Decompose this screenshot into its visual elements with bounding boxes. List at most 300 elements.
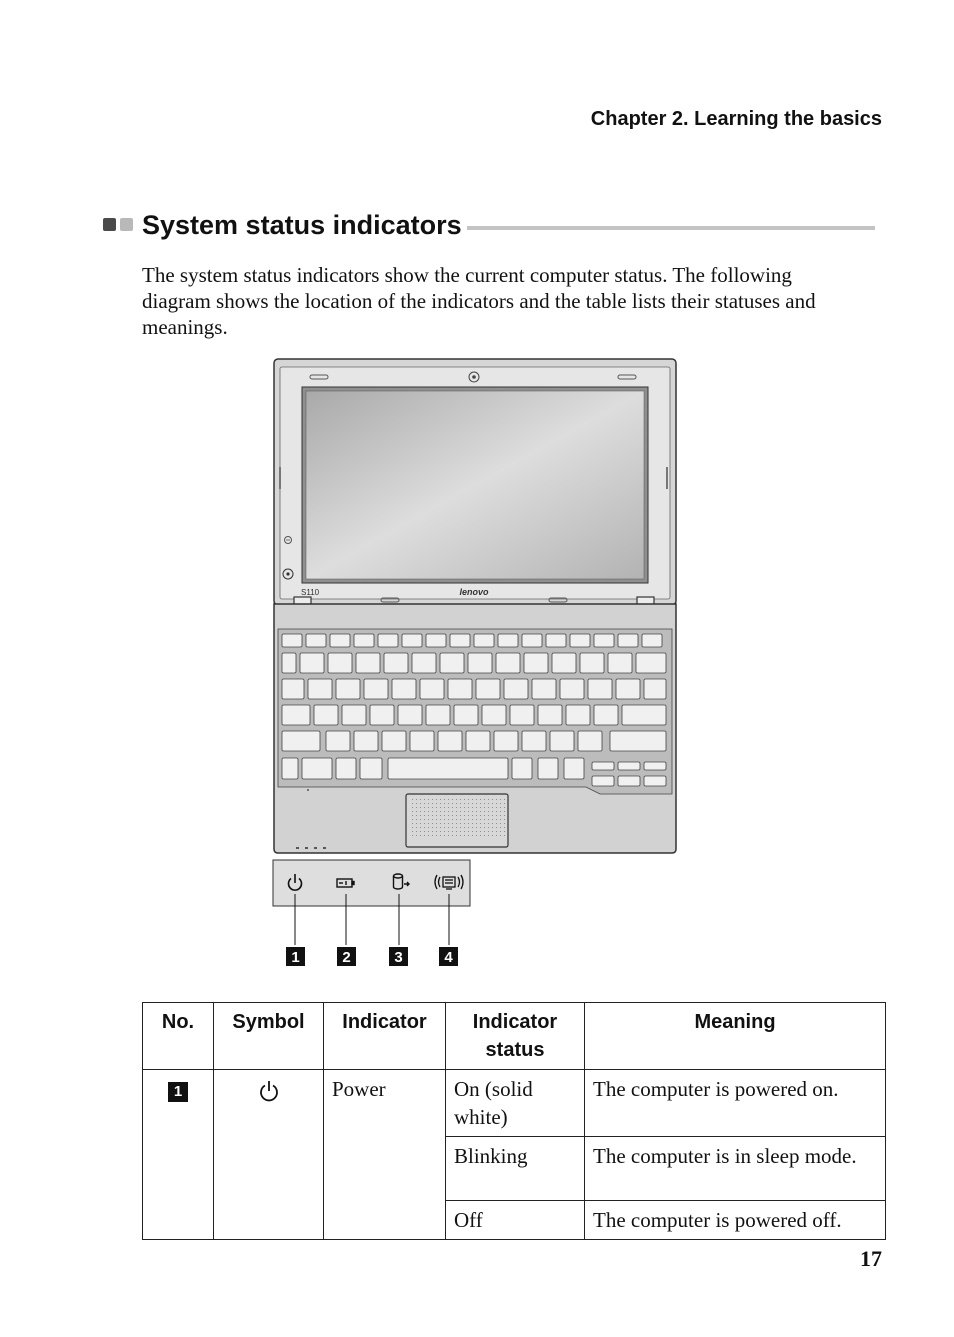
keyboard-key — [378, 634, 398, 647]
keyboard-key — [466, 731, 490, 751]
chapter-header: Chapter 2. Learning the basics — [590, 108, 882, 130]
callout-box-4 — [439, 947, 458, 966]
laptop-diagram — [270, 357, 680, 972]
keyboard-key — [564, 758, 584, 779]
touchpad-dot — [464, 811, 465, 812]
touchpad-dot — [420, 811, 421, 812]
touchpad-dot — [436, 835, 437, 836]
touchpad-dot — [496, 835, 497, 836]
touchpad-dot — [480, 803, 481, 804]
touchpad-dot — [496, 811, 497, 812]
keyboard-key — [474, 634, 494, 647]
touchpad-dot — [428, 823, 429, 824]
touchpad-dot — [456, 811, 457, 812]
screen-display — [306, 391, 644, 579]
touchpad-dot — [452, 823, 453, 824]
touchpad-dot — [504, 803, 505, 804]
base-small-dot — [307, 789, 309, 791]
touchpad-dot — [468, 819, 469, 820]
touchpad-dot — [464, 819, 465, 820]
touchpad-dot — [440, 819, 441, 820]
touchpad-dot — [456, 803, 457, 804]
touchpad-dot — [412, 799, 413, 800]
touchpad-dot — [480, 799, 481, 800]
touchpad-dot — [460, 799, 461, 800]
touchpad-dot — [468, 815, 469, 816]
touchpad-dot — [432, 831, 433, 832]
touchpad-dot — [496, 823, 497, 824]
touchpad-dot — [492, 819, 493, 820]
keyboard-key — [644, 776, 666, 786]
touchpad-dot — [460, 815, 461, 816]
touchpad-dot — [488, 819, 489, 820]
touchpad-dot — [472, 831, 473, 832]
keyboard-key — [330, 634, 350, 647]
keyboard-key — [622, 705, 666, 725]
touchpad-dot — [412, 803, 413, 804]
keyboard-key — [644, 762, 666, 770]
keyboard-key — [412, 653, 436, 673]
touchpad-dot — [420, 823, 421, 824]
touchpad-dot — [464, 827, 465, 828]
touchpad-dot — [460, 819, 461, 820]
keyboard-key — [420, 679, 444, 699]
touchpad-dot — [444, 835, 445, 836]
brand-logo: lenovo — [459, 587, 489, 597]
keyboard-key — [454, 705, 478, 725]
touchpad-dot — [440, 831, 441, 832]
keyboard-key — [566, 705, 590, 725]
touchpad-dot — [444, 827, 445, 828]
touchpad-dot — [420, 827, 421, 828]
table-header-row — [143, 1003, 886, 1070]
touchpad-dot — [500, 803, 501, 804]
col-header-no: No. — [143, 1003, 214, 1070]
keyboard-key — [580, 653, 604, 673]
touchpad-dot — [464, 803, 465, 804]
touchpad-dot — [472, 803, 473, 804]
touchpad-dot — [432, 835, 433, 836]
touchpad-dot — [432, 827, 433, 828]
keyboard-key — [306, 634, 326, 647]
touchpad-dot — [468, 803, 469, 804]
keyboard-key — [552, 653, 576, 673]
touchpad-dot — [448, 815, 449, 816]
touchpad-dot — [472, 811, 473, 812]
keyboard-key — [354, 731, 378, 751]
touchpad-dot — [476, 823, 477, 824]
keyboard-key — [388, 758, 508, 779]
touchpad-dot — [460, 803, 461, 804]
touchpad-dot — [500, 811, 501, 812]
touchpad-dot — [496, 803, 497, 804]
touchpad-dot — [432, 815, 433, 816]
keyboard-key — [546, 634, 566, 647]
keyboard-key — [570, 634, 590, 647]
touchpad-dot — [456, 815, 457, 816]
touchpad-dot — [468, 827, 469, 828]
touchpad-dot — [472, 835, 473, 836]
touchpad-dot — [504, 815, 505, 816]
row-number-cell — [143, 1070, 214, 1240]
keyboard-key — [538, 758, 558, 779]
indicator-table — [142, 1002, 886, 1240]
keyboard-key — [282, 758, 298, 779]
touchpad-dot — [440, 799, 441, 800]
touchpad-dot — [452, 835, 453, 836]
touchpad-dot — [500, 823, 501, 824]
touchpad-dot — [440, 823, 441, 824]
touchpad-dot — [472, 823, 473, 824]
touchpad-dot — [452, 819, 453, 820]
intro-paragraph: The system status indicators show the current computer status. The following diagram shows the location of the indicators and the table lists their statuses and meanings. — [142, 263, 816, 339]
touchpad-dot — [476, 819, 477, 820]
section-title: System status indicators — [142, 210, 462, 240]
keyboard-key — [524, 653, 548, 673]
touchpad-dot — [464, 807, 465, 808]
touchpad-dot — [500, 827, 501, 828]
keyboard-key — [618, 762, 640, 770]
callout-box-2 — [337, 947, 356, 966]
touchpad-dot — [484, 831, 485, 832]
touchpad-dot — [488, 815, 489, 816]
touchpad-dot — [484, 807, 485, 808]
touchpad-dot — [432, 819, 433, 820]
touchpad-dot — [424, 803, 425, 804]
touchpad-dot — [488, 799, 489, 800]
keyboard-key — [326, 731, 350, 751]
touchpad-dot — [492, 835, 493, 836]
touchpad-dot — [468, 811, 469, 812]
touchpad-dot — [432, 803, 433, 804]
indicator-strip — [273, 860, 470, 906]
touchpad-dot — [464, 799, 465, 800]
keyboard-key — [496, 653, 520, 673]
touchpad-dot — [432, 811, 433, 812]
touchpad-dot — [412, 811, 413, 812]
touchpad-dot — [456, 831, 457, 832]
touchpad-dot — [424, 823, 425, 824]
keyboard-key — [384, 653, 408, 673]
keyboard-key — [308, 679, 332, 699]
touchpad-dot — [468, 799, 469, 800]
touchpad-dot — [440, 835, 441, 836]
col-header-meaning: Meaning — [585, 1003, 886, 1070]
keyboard-key — [282, 634, 302, 647]
keyboard-key — [354, 634, 374, 647]
touchpad-dot — [468, 835, 469, 836]
touchpad-dot — [504, 799, 505, 800]
touchpad-dot — [412, 831, 413, 832]
touchpad-dot — [492, 815, 493, 816]
touchpad-dot — [420, 807, 421, 808]
keyboard-key — [618, 634, 638, 647]
touchpad-dot — [500, 831, 501, 832]
keyboard-key — [336, 758, 356, 779]
keyboard-key — [468, 653, 492, 673]
touchpad-dot — [424, 811, 425, 812]
section-heading — [103, 210, 875, 246]
touchpad-dot — [432, 799, 433, 800]
touchpad-dot — [496, 807, 497, 808]
keyboard-key — [592, 762, 614, 770]
touchpad-dot — [500, 807, 501, 808]
touchpad-dot — [460, 827, 461, 828]
touchpad-dot — [492, 803, 493, 804]
touchpad-dot — [428, 803, 429, 804]
touchpad-dot — [452, 811, 453, 812]
keyboard-key — [510, 705, 534, 725]
touchpad-dot — [416, 831, 417, 832]
touchpad-dot — [488, 803, 489, 804]
touchpad-dot — [464, 815, 465, 816]
touchpad-dot — [436, 811, 437, 812]
keyboard-key — [426, 634, 446, 647]
touchpad-dot — [452, 807, 453, 808]
touchpad-dot — [480, 831, 481, 832]
keyboard-key — [300, 653, 324, 673]
touchpad-dot — [460, 831, 461, 832]
touchpad-dot — [436, 823, 437, 824]
touchpad-dot — [452, 827, 453, 828]
heading-bullet-light — [120, 218, 133, 231]
touchpad-dot — [444, 823, 445, 824]
callout-box-1 — [286, 947, 305, 966]
touchpad-dot — [476, 799, 477, 800]
col-header-indicator: Indicator — [324, 1003, 446, 1070]
touchpad-dot — [452, 815, 453, 816]
touchpad-dot — [472, 819, 473, 820]
keyboard-key — [356, 653, 380, 673]
touchpad-dot — [428, 811, 429, 812]
touchpad-dot — [448, 831, 449, 832]
touchpad-dot — [476, 835, 477, 836]
callout-number: 4 — [444, 949, 453, 966]
touchpad-dot — [424, 819, 425, 820]
touchpad-dot — [504, 835, 505, 836]
keyboard-key — [610, 731, 666, 751]
touchpad-dot — [424, 807, 425, 808]
callout-number: 3 — [394, 949, 403, 966]
touchpad-dot — [492, 807, 493, 808]
touchpad-dot — [484, 819, 485, 820]
touchpad-dot — [472, 807, 473, 808]
touchpad-dot — [436, 807, 437, 808]
touchpad-dot — [416, 799, 417, 800]
touchpad-dot — [428, 799, 429, 800]
touchpad-dot — [456, 835, 457, 836]
touchpad-dot — [504, 811, 505, 812]
touchpad-dot — [456, 827, 457, 828]
touchpad-dot — [452, 803, 453, 804]
touchpad-dot — [504, 819, 505, 820]
touchpad-dot — [444, 803, 445, 804]
touchpad-dot — [448, 807, 449, 808]
row-number-badge: 1 — [168, 1082, 188, 1102]
touchpad-dot — [480, 807, 481, 808]
touchpad-dot — [428, 831, 429, 832]
keyboard-key — [282, 679, 304, 699]
touchpad-dot — [496, 799, 497, 800]
touchpad-dot — [416, 819, 417, 820]
touchpad-dot — [452, 831, 453, 832]
touchpad-dot — [456, 819, 457, 820]
keyboard-key — [426, 705, 450, 725]
page-number: 17 — [860, 1246, 882, 1271]
touchpad-dot — [416, 807, 417, 808]
keyboard-key — [504, 679, 528, 699]
touchpad-dot — [492, 823, 493, 824]
touchpad-dot — [420, 819, 421, 820]
callout-number: 2 — [342, 949, 351, 966]
touchpad-dot — [428, 827, 429, 828]
touchpad-dot — [440, 803, 441, 804]
touchpad-dot — [416, 803, 417, 804]
touchpad-dot — [416, 811, 417, 812]
touchpad-dot — [500, 819, 501, 820]
touchpad-dot — [416, 823, 417, 824]
touchpad-dot — [456, 807, 457, 808]
touchpad-dot — [448, 827, 449, 828]
touchpad-dot — [472, 815, 473, 816]
keyboard-key — [398, 705, 422, 725]
keyboard-key — [560, 679, 584, 699]
touchpad-dot — [420, 815, 421, 816]
touchpad-dot — [412, 815, 413, 816]
keyboard-key — [402, 634, 422, 647]
touchpad-dot — [488, 823, 489, 824]
touchpad-dot — [500, 835, 501, 836]
touchpad-dot — [452, 799, 453, 800]
touchpad-dot — [460, 823, 461, 824]
touchpad-dot — [448, 823, 449, 824]
keyboard-key — [314, 705, 338, 725]
touchpad-dot — [460, 807, 461, 808]
touchpad-dot — [412, 823, 413, 824]
touchpad-dot — [448, 799, 449, 800]
touchpad-dot — [456, 823, 457, 824]
touchpad-dot — [468, 823, 469, 824]
touchpad-dot — [448, 803, 449, 804]
touchpad-dot — [412, 807, 413, 808]
touchpad-dot — [424, 815, 425, 816]
touchpad-dot — [436, 815, 437, 816]
keyboard-key — [342, 705, 366, 725]
keyboard-key — [578, 731, 602, 751]
left-hinge-mark — [279, 467, 281, 489]
keyboard-key — [642, 634, 662, 647]
callout-box-3 — [389, 947, 408, 966]
keyboard-key — [450, 634, 470, 647]
touchpad-dot — [480, 827, 481, 828]
touchpad-dot — [488, 811, 489, 812]
touchpad-dot — [488, 827, 489, 828]
keyboard-key — [644, 679, 666, 699]
keyboard-key — [512, 758, 532, 779]
keyboard-key — [594, 705, 618, 725]
touchpad-dot — [416, 827, 417, 828]
touchpad-dot — [496, 815, 497, 816]
keyboard-key — [498, 634, 518, 647]
touchpad-dot — [428, 815, 429, 816]
touchpad-dot — [444, 831, 445, 832]
keyboard-key — [382, 731, 406, 751]
keyboard-key — [594, 634, 614, 647]
touchpad-dot — [444, 807, 445, 808]
touchpad-dot — [436, 799, 437, 800]
touchpad-dot — [420, 803, 421, 804]
keyboard-key — [360, 758, 382, 779]
keyboard-key — [608, 653, 632, 673]
touchpad-dot — [468, 807, 469, 808]
touchpad-dot — [504, 823, 505, 824]
callout-number: 1 — [291, 949, 300, 966]
touchpad-dot — [436, 803, 437, 804]
keyboard-key — [448, 679, 472, 699]
touchpad-dot — [500, 799, 501, 800]
table-row — [143, 1070, 886, 1137]
touchpad-dot — [484, 827, 485, 828]
touchpad-dot — [444, 819, 445, 820]
touchpad-dot — [476, 827, 477, 828]
keyboard-key — [636, 653, 666, 673]
touchpad-dot — [440, 827, 441, 828]
touchpad-dot — [420, 799, 421, 800]
keyboard-key — [440, 653, 464, 673]
keyboard-key — [550, 731, 574, 751]
keyboard-key — [592, 776, 614, 786]
keyboard-key — [282, 731, 320, 751]
keyboard-key — [588, 679, 612, 699]
touchpad-dot — [460, 811, 461, 812]
touchpad-dot — [412, 827, 413, 828]
touchpad-dot — [480, 819, 481, 820]
touchpad-dot — [444, 815, 445, 816]
touchpad-dot — [432, 823, 433, 824]
touchpad-dot — [472, 799, 473, 800]
touchpad-dot — [416, 835, 417, 836]
meaning-cell: The computer is in sleep mode. — [585, 1137, 886, 1201]
touchpad-dot — [476, 815, 477, 816]
touchpad-dot — [484, 799, 485, 800]
touchpad-dot — [416, 815, 417, 816]
touchpad-dot — [500, 815, 501, 816]
keyboard-key — [522, 731, 546, 751]
keyboard-key — [538, 705, 562, 725]
touchpad-dot — [424, 799, 425, 800]
touchpad-dot — [504, 807, 505, 808]
touchpad-dot — [480, 811, 481, 812]
touchpad-dot — [460, 835, 461, 836]
status-cell: On (solid white) — [446, 1070, 585, 1137]
keyboard-key — [618, 776, 640, 786]
keyboard-key — [336, 679, 360, 699]
heading-rule — [467, 226, 875, 230]
touchpad-dot — [464, 835, 465, 836]
status-cell: Off — [446, 1201, 585, 1240]
touchpad-dot — [432, 807, 433, 808]
touchpad-dot — [484, 823, 485, 824]
touchpad-dot — [496, 819, 497, 820]
touchpad-dot — [428, 819, 429, 820]
touchpad-dot — [424, 827, 425, 828]
touchpad-dot — [484, 811, 485, 812]
col-header-indicator-status: Indicator status — [446, 1003, 585, 1070]
touchpad-dot — [480, 823, 481, 824]
touchpad-dot — [464, 831, 465, 832]
touchpad-dot — [424, 835, 425, 836]
meaning-cell: The computer is powered off. — [585, 1201, 886, 1240]
